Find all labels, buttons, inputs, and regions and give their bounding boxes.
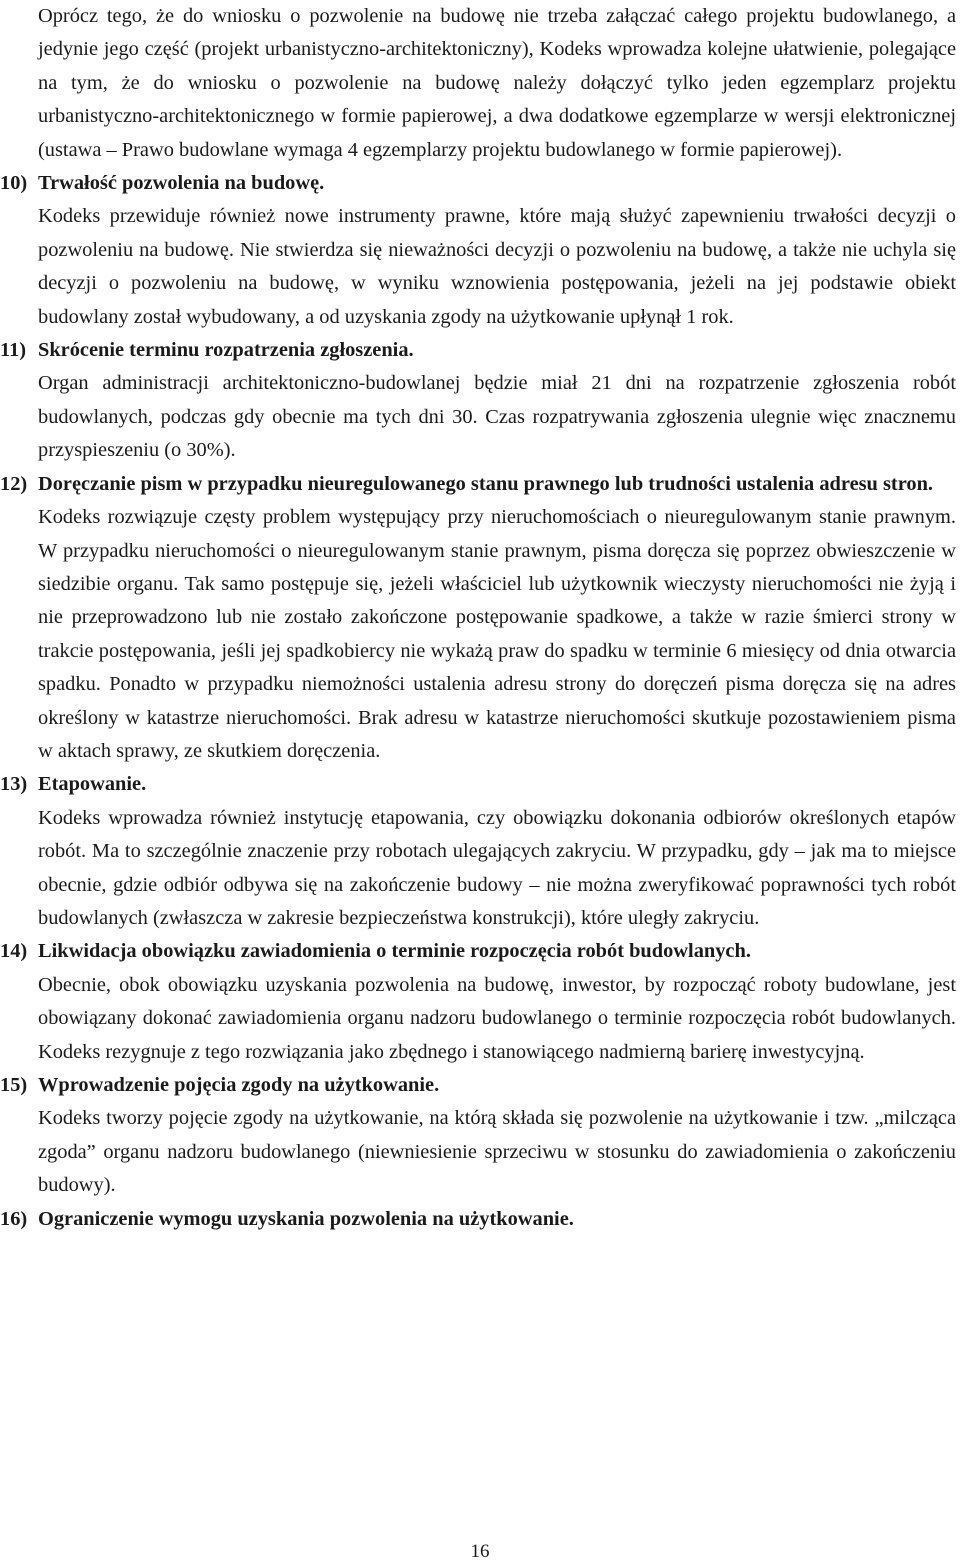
page-number: 16: [470, 1541, 490, 1562]
section-heading-15: [0, 1069, 956, 1102]
section-title: Doręczanie pism w przypadku nieuregulowanego stanu prawnego lub trudności ustalenia adresu stron.: [38, 472, 934, 495]
intro-paragraph: Oprócz tego, że do wniosku o pozwolenie na budowę nie trzeba załączać całego projektu budowlanego, a jedynie jego część (projekt urbanistyczno-architektoniczny), Kodeks wprowadza kolejne ułatwienie, polegające na tym, że do wniosku o pozwolenie na budowę należy dołączyć tylko jeden egzemplarz projektu urbanistyczno-architektonicznego w formie papierowej, a dwa dodatkowe egzemplarze w wersji elektronicznej (ustawa – Prawo budowlane wymaga 4 egzemplarzy projektu budowlanego w formie papierowej).: [38, 5, 956, 161]
section-body-10: Kodeks przewiduje również nowe instrumenty prawne, które mają służyć zapewnieniu trwałości decyzji o pozwoleniu na budowę. Nie stwierdza się nieważności decyzji o pozwoleniu na budowę, a także nie uchyla się decyzji o pozwoleniu na budowę, w wyniku wznowienia postępowania, jeżeli na jej podstawie obiekt budowlany został wybudowany, a od uzyskania zgody na użytkowanie upłynął 1 rok.: [38, 205, 956, 328]
section-number: 10): [0, 172, 28, 195]
section-heading-11: [0, 334, 956, 367]
section-body-14: Obecnie, obok obowiązku uzyskania pozwolenia na budowę, inwestor, by rozpocząć roboty budowlane, jest obowiązany dokonać zawiadomienia organu nadzoru budowlanego o terminie rozpoczęcia robót budowlanych. Kodeks rezygnuje z tego rozwiązania jako zbędnego i stanowiącego nadmierną barierę inwestycyjną.: [38, 973, 956, 1063]
section-number: 14): [0, 940, 28, 963]
section-heading-14: [0, 935, 956, 968]
section-title: Skrócenie terminu rozpatrzenia zgłoszenia.: [38, 339, 414, 362]
section-title: Ograniczenie wymogu uzyskania pozwolenia na użytkowanie.: [38, 1207, 574, 1230]
section-body-12: Kodeks rozwiązuje częsty problem występujący przy nieruchomościach o nieuregulowanym stanie prawnym. W przypadku nieruchomości o nieuregulowanym stanie prawnym, pisma doręcza się poprzez obwieszczenie w siedzibie organu. Tak samo postępuje się, jeżeli właściciel lub użytkownik wieczysty nieruchomości nie żyją i nie przeprowadzono lub nie zostało zakończone postępowanie spadkowe, a także w razie śmierci strony w trakcie postępowania, jeśli jej spadkobiercy nie wykażą praw do spadku w terminie 6 miesięcy od dnia otwarcia spadku. Ponadto w przypadku niemożności ustalenia adresu strony do doręczeń pisma doręcza się na adres określony w katastrze nieruchomości. Brak adresu w katastrze nieruchomości skutkuje pozostawieniem pisma w aktach sprawy, ze skutkiem doręczenia.: [38, 506, 956, 762]
section-number: 11): [0, 339, 27, 362]
section-title: Wprowadzenie pojęcia zgody na użytkowanie.: [38, 1074, 440, 1096]
section-title: Likwidacja obowiązku zawiadomienia o terminie rozpoczęcia robót budowlanych.: [38, 940, 751, 963]
section-heading-13: [0, 768, 956, 801]
section-body-15: Kodeks tworzy pojęcie zgody na użytkowanie, na którą składa się pozwolenie na użytkowanie i tzw. „milcząca zgoda” organu nadzoru budowlanego (niewniesienie sprzeciwu w stosunku do zawiadomienia o zakończeniu budowy).: [38, 1107, 956, 1197]
section-body-13: Kodeks wprowadza również instytucję etapowania, czy obowiązku dokonania odbiorów określonych etapów robót. Ma to szczególnie znaczenie przy robotach ulegających zakryciu. W przypadku, gdy – jak ma to miejsce obecnie, gdzie odbiór odbywa się na zakończenie budowy – nie można zweryfikować poprawności tych robót budowlanych (zwłaszcza w zakresie bezpieczeństwa konstrukcji), które uległy zakryciu.: [38, 806, 956, 929]
section-heading-12: [0, 468, 956, 501]
section-title: Trwałość pozwolenia na budowę.: [38, 172, 325, 195]
section-heading-10: [0, 167, 956, 200]
section-number: 16): [0, 1207, 28, 1230]
section-number: 12): [0, 472, 28, 495]
section-body-11: Organ administracji architektoniczno-budowlanej będzie miał 21 dni na rozpatrzenie zgłoszenia robót budowlanych, podczas gdy obecnie ma tych dni 30. Czas rozpatrywania zgłoszenia ulegnie więc znacznemu przyspieszeniu (o 30%).: [38, 372, 956, 462]
section-number: 15): [0, 1074, 28, 1096]
section-heading-16: [0, 1203, 956, 1236]
section-title: Etapowanie.: [38, 773, 147, 796]
section-number: 13): [0, 773, 28, 796]
